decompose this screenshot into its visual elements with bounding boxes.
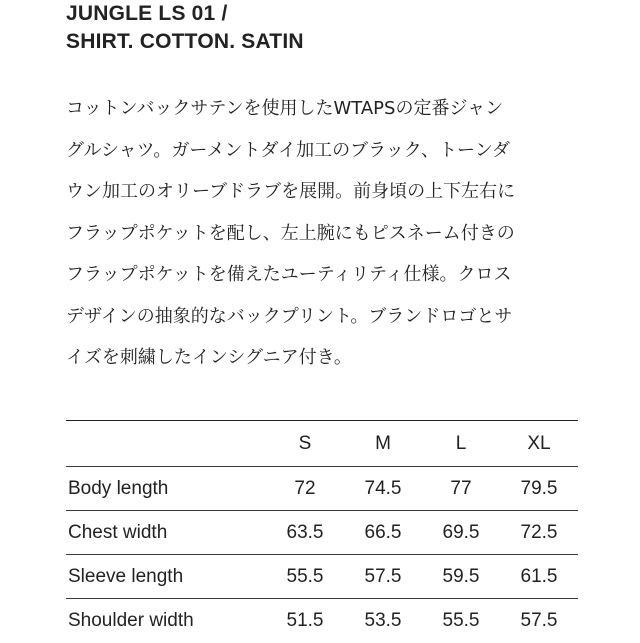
table-cell: 66.5 bbox=[344, 511, 422, 555]
table-cell: 51.5 bbox=[266, 599, 344, 643]
description-line: コットンバックサテンを使用したWTAPSの定番ジャン bbox=[66, 98, 504, 119]
product-title-line-2: SHIRT. COTTON. SATIN bbox=[66, 30, 304, 53]
table-row bbox=[66, 599, 578, 643]
table-cell: 55.5 bbox=[266, 555, 344, 599]
table-cell: 53.5 bbox=[344, 599, 422, 643]
size-table bbox=[66, 420, 578, 643]
row-label-sleeve-length: Sleeve length bbox=[66, 555, 266, 599]
table-cell: 57.5 bbox=[500, 599, 578, 643]
product-title bbox=[66, 0, 304, 56]
table-cell: 63.5 bbox=[266, 511, 344, 555]
description-line: デザインの抽象的なバックプリント。ブランドロゴとサ bbox=[66, 305, 513, 327]
description-line: フラップポケットを配し、左上腕にもピスネーム付きの bbox=[66, 222, 515, 244]
table-cell: 61.5 bbox=[500, 555, 578, 599]
table-cell: 72 bbox=[266, 467, 344, 511]
table-cell: 59.5 bbox=[422, 555, 500, 599]
table-cell: 79.5 bbox=[500, 467, 578, 511]
description-line: フラップポケットを備えたユーティリティ仕様。クロス bbox=[66, 264, 512, 285]
row-label-body-length: Body length bbox=[66, 467, 266, 511]
size-table-header-row bbox=[66, 421, 578, 467]
header-size-s: S bbox=[266, 421, 344, 467]
table-row bbox=[66, 467, 578, 511]
header-blank bbox=[66, 421, 266, 467]
table-row bbox=[66, 555, 578, 599]
description-line: イズを刺繍したインシグニア付き。 bbox=[66, 347, 352, 368]
table-cell: 69.5 bbox=[422, 511, 500, 555]
row-label-shoulder-width: Shoulder width bbox=[66, 599, 266, 643]
header-size-m: M bbox=[344, 421, 422, 467]
header-size-l: L bbox=[422, 421, 500, 467]
table-cell: 55.5 bbox=[422, 599, 500, 643]
row-label-chest-width: Chest width bbox=[66, 511, 266, 555]
description-line: グルシャツ。ガーメントダイ加工のブラック、トーンダ bbox=[66, 139, 510, 161]
table-cell: 72.5 bbox=[500, 511, 578, 555]
table-row bbox=[66, 511, 578, 555]
table-cell: 57.5 bbox=[344, 555, 422, 599]
description-line: ウン加工のオリーブドラブを展開。前身頃の上下左右に bbox=[66, 181, 516, 202]
product-title-line-1: JUNGLE LS 01 / bbox=[66, 2, 228, 25]
table-cell: 74.5 bbox=[344, 467, 422, 511]
table-cell: 77 bbox=[422, 467, 500, 511]
header-size-xl: XL bbox=[500, 421, 578, 467]
product-description bbox=[66, 88, 586, 379]
